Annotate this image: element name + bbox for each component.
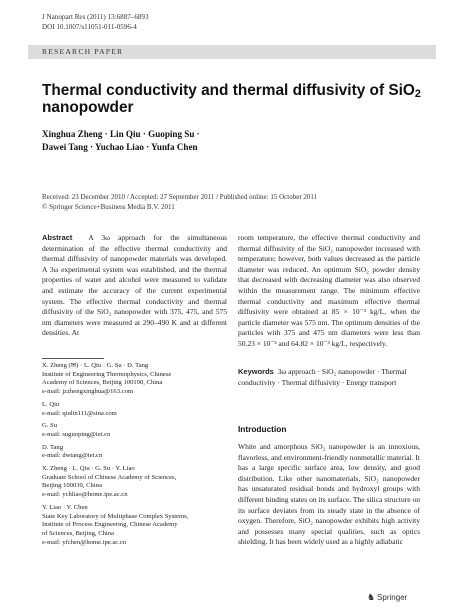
affiliation-block (42, 465, 232, 500)
affiliation-line: e-mail: jzzhengxinghua@163.com (42, 388, 134, 396)
affiliation-block (42, 504, 232, 548)
copyright-line: © Springer Science+Business Media B.V. 2011 (42, 203, 175, 211)
publication-dates (42, 192, 442, 212)
affiliation-line: e-mail: dwtang@iet.cn (42, 452, 103, 460)
affiliation-line: e-mail: ychliao@home.ipe.ac.cn (42, 491, 128, 499)
title-subscript: 2 (414, 88, 421, 100)
affiliation-line: X. Zheng · L. Qiu · G. Su · Y. Liao (42, 465, 135, 473)
introduction-text: White and amorphous SiO₂ nanopowder is an innoxious, flavorless, and environment-friendly nonmetallic material. It has a large specific surface area, low density, and good distribution. Like other nanomaterials, SiO₂ nanopowder has unsaturated residual bonds and hydroxyl groups with different binding states on its surface. The silica structure on its surface deviates from its steady state in the absence of oxygen. Therefore, SiO₂ nanopowder exhibits high activity and possesses many special qualities, such as optics shielding. It has been widely used as a highly adiabatic (238, 442, 420, 547)
title-text: Thermal conductivity and thermal diffusivity of SiO (42, 82, 415, 99)
authors-line-2: Dawei Tang · Yuchao Liao · Yunfa Chen (42, 142, 198, 152)
affiliation-line: e-mail: yfchen@home.ipe.ac.cn (42, 538, 127, 546)
affiliation-line: Academy of Sciences, Beijing 100190, China (42, 379, 163, 387)
keywords (238, 367, 423, 388)
abstract-right-column (238, 233, 420, 350)
affiliation-line: G. Su (42, 422, 58, 430)
springer-horse-icon: ♞ (367, 592, 376, 602)
affiliation-block (42, 444, 232, 461)
paper-title (42, 82, 432, 116)
affiliation-block (42, 362, 232, 397)
introduction-heading: Introduction (238, 424, 287, 434)
affiliation-line: e-mail: qiulin111@sina.com (42, 409, 117, 417)
affiliation-line: Y. Liao · Y. Chen (42, 503, 88, 511)
keywords-label: Keywords (238, 367, 274, 376)
affiliation-block (42, 401, 232, 418)
affiliation-line: e-mail: suguoping@iet.cn (42, 430, 111, 438)
footnote-rule (42, 358, 104, 359)
affiliation-line: Institute of Engineering Thermophysics, Chinese (42, 370, 172, 378)
publisher-mark (367, 592, 407, 603)
journal-header (42, 12, 149, 32)
abstract-left-column (42, 233, 227, 339)
journal-citation: J Nanopart Res (2011) 13:6887–6893 (42, 13, 149, 21)
article-type-band (28, 45, 436, 59)
affiliation-line: X. Zheng (✉) · L. Qiu · G. Su · D. Tang (42, 362, 149, 369)
affiliation-line: Beijing 100039, China (42, 482, 102, 490)
keywords-text: 3ω approach · SiO₂ nanopowder · Thermal conductivity · Thermal diffusivity · Energy transport (238, 367, 407, 387)
abstract-text-2: room temperature, the effective thermal conductivity and thermal diffusivity of the SiO₂ nanopowder increased with temperature; however, both values decreased as the particle diameter was reduced. An optimum SiO₂ powder density that decreased with decreasing diameter was also observed within the measurement range. The minimum effective thermal conductivity and maximum effective thermal diffusivity were obtained at 85 × 10⁻³ kg/L, when the particle diameter was 575 nm. The optimum densities of the particles with 375 and 475 nm diameters were less than 50.23 × 10⁻³ and 64.82 × 10⁻³ kg/L, respectively. (238, 233, 420, 348)
affiliation-line: Institute of Process Engineering, Chinese Academy (42, 521, 178, 529)
article-type-label: RESEARCH PAPER (42, 47, 124, 56)
affiliation-line: State Key Laboratory of Multiphase Complex Systems, (42, 512, 189, 520)
affiliation-line: D. Tang (42, 443, 64, 451)
affiliation-line: L. Qiu (42, 400, 60, 408)
affiliation-block (42, 422, 232, 439)
affiliations (42, 362, 232, 551)
dates-line: Received: 23 December 2010 / Accepted: 27 September 2011 / Published online: 15 October 2011 (42, 193, 318, 201)
author-list (42, 128, 422, 154)
affiliation-line: of Sciences, Beijing, China (42, 529, 114, 537)
title-text-2: nanopowder (42, 99, 134, 116)
abstract-text-1: A 3ω approach for the simultaneous determination of the effective thermal conductivity and thermal diffusivity of nanopowder materials was developed. A 3ω experimental system was established, and the thermal properties of water and alcohol were measured to validate and estimate the accuracy of the current experimental system. The effective thermal conductivity and thermal diffusivity of the SiO₂ nanopowder with 375, 475, and 575 nm diameters were measured at 290–490 K and at different densities. At (42, 233, 227, 338)
doi: DOI 10.1007/s11051-011-0596-4 (42, 23, 137, 31)
authors-line-1: Xinghua Zheng · Lin Qiu · Guoping Su · (42, 129, 200, 139)
publisher-name: Springer (377, 593, 408, 602)
abstract-label: Abstract (42, 233, 73, 242)
affiliation-line: Graduate School of Chinese Academy of Sciences, (42, 473, 177, 481)
